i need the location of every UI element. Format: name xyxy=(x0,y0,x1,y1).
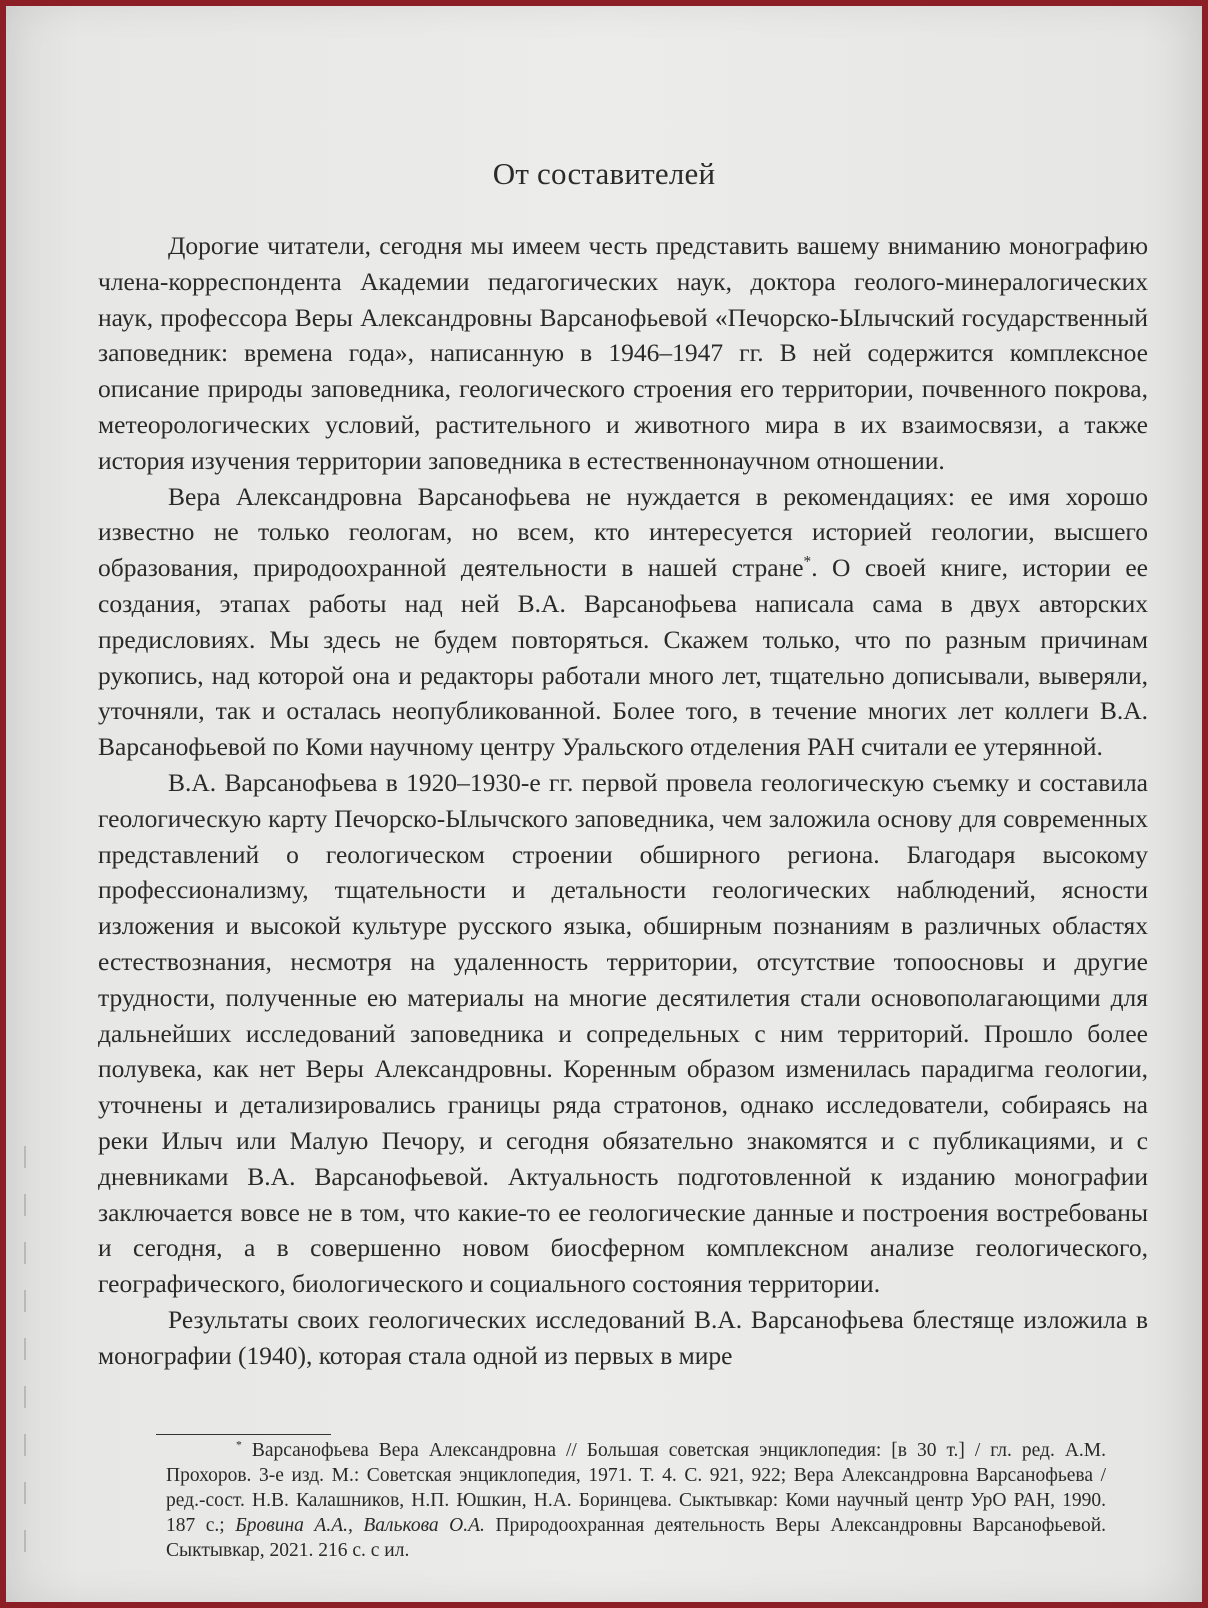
page-title: От составителей xyxy=(492,156,716,191)
footnote-divider xyxy=(156,1434,331,1435)
binding-stitches xyxy=(24,1146,44,1566)
paragraph-3: В.А. Варсанофьева в 1920–1930-е гг. первой провела геологическую съемку и составила геологическую карту Печорско-Ылычского заповедника, чем заложила основу для современных представлений о геологическом строении обширного региона. Благодаря высокому профессионализму, тщательности и детальности геологических наблюдений, ясности изложения и высокой культуре русского языка, обширным познаниям в различных областях естествознания, несмотря на удаленность территории, отсутствие топоосновы и другие трудности, полученные ею материалы на многие десятилетия стали основополагающими для дальнейших исследований заповедника и сопредельных с ним территорий. Прошло более полувека, как нет Веры Александровны. Коренным образом изменилась парадигма геологии, уточнены и детализировались границы ряда стратонов, однако исследователи, собираясь на реки Илыч или Малую Печору, и сегодня обязательно знакомятся и с публикациями, и с дневниками В.А. Варсанофьевой. Актуальность подготовленной к изданию монографии заключается вовсе не в том, что какие-то ее геологические данные и построения востребованы и сегодня, а в совершенно новом биосферном комплексном анализе геологического, географического, биологического и социального состояния территории. xyxy=(98,767,1148,1299)
paragraph-1: Дорогие читатели, сегодня мы имеем честь представить вашему вниманию монографию члена-корреспондента Академии педагогических наук, доктора геолого-минералогических наук, профессора Веры Александровны Варсанофьевой «Печорско-Ылычский государственный заповедник: времена года», написанную в 1946–1947 гг. В ней содержится комплексное описание природы заповедника, геологического строения его территории, почвенного покрова, метеорологических условий, растительного и животного мира в их взаимосвязи, а также история изучения территории заповедника в естественнонаучном отношении. xyxy=(98,231,1148,475)
paragraph-4: Результаты своих геологических исследований В.А. Варсанофьева блестяще изложила в монографии (1940), которая стала одной из первых в мире xyxy=(98,1304,1148,1370)
page-body xyxy=(98,228,1148,1374)
book-page xyxy=(6,6,1202,1602)
paragraph-2: Вера Александровна Варсанофьева не нуждается в рекомендациях: ее имя хорошо известно не только геологам, но всем, кто интересуется историей геологии, высшего образования, природоохранной деятельности в нашей стране*. О своей книге, истории ее создания, этапах работы над ней В.А. Варсанофьева написала сама в двух авторских предисловиях. Мы здесь не будем повторяться. Скажем только, что по разным причинам рукопись, над которой она и редакторы работали много лет, тщательно дописывали, выверяли, уточняли, так и осталась неопубликованной. Более того, в течение многих лет коллеги В.А. Варсанофьевой по Коми научному центру Уральского отделения РАН считали ее утерянной. xyxy=(98,481,1148,762)
footnote-text-2: Природоохранная деятельность Веры Александровны Варсанофьевой. Сыктывкар, 2021. 216 с. с ил. xyxy=(166,1515,1107,1561)
paragraph-2-continued: О своей книге, истории ее создания, этапах работы над ней В.А. Варсанофьева написала сама в двух авторских предисловиях. Мы здесь не будем повторяться. Скажем только, что по разным причинам рукопись, над которой она и редакторы работали много лет, тщательно дописывали, выверяли, уточняли, так и осталась неопубликованной. Более того, в течение многих лет коллеги В.А. Варсанофьевой по Коми научному центру Уральского отделения РАН считали ее утерянной. xyxy=(98,553,1148,762)
paragraph-2-text: Вера Александровна Варсанофьева не нуждается в рекомендациях: ее имя хорошо известно не только геологам, но всем, кто интересуется историей геологии, высшего образования, природоохранной деятельности в нашей стране xyxy=(98,481,1148,583)
footnote-text-1: Варсанофьева Вера Александровна // Большая советская энциклопедия: [в 30 т.] / гл. ред. А.М. Прохоров. 3-е изд. М.: Советская энциклопедия, 1971. Т. 4. С. 921, 922; Вера Александровна Варсанофьева / ред.-сост. Н.В. Калашников, Н.П. Юшкин, Н.А. Боринцева. Сыктывкар: Коми научный центр УрО РАН, 1990. 187 с.; xyxy=(166,1440,1106,1536)
footnote-marker-ref: * xyxy=(236,1438,242,1452)
footnote-marker: * xyxy=(803,553,812,571)
footnote-authors: Бровина А.А., Валькова О.А. xyxy=(235,1515,485,1536)
footnote xyxy=(166,1438,1106,1563)
